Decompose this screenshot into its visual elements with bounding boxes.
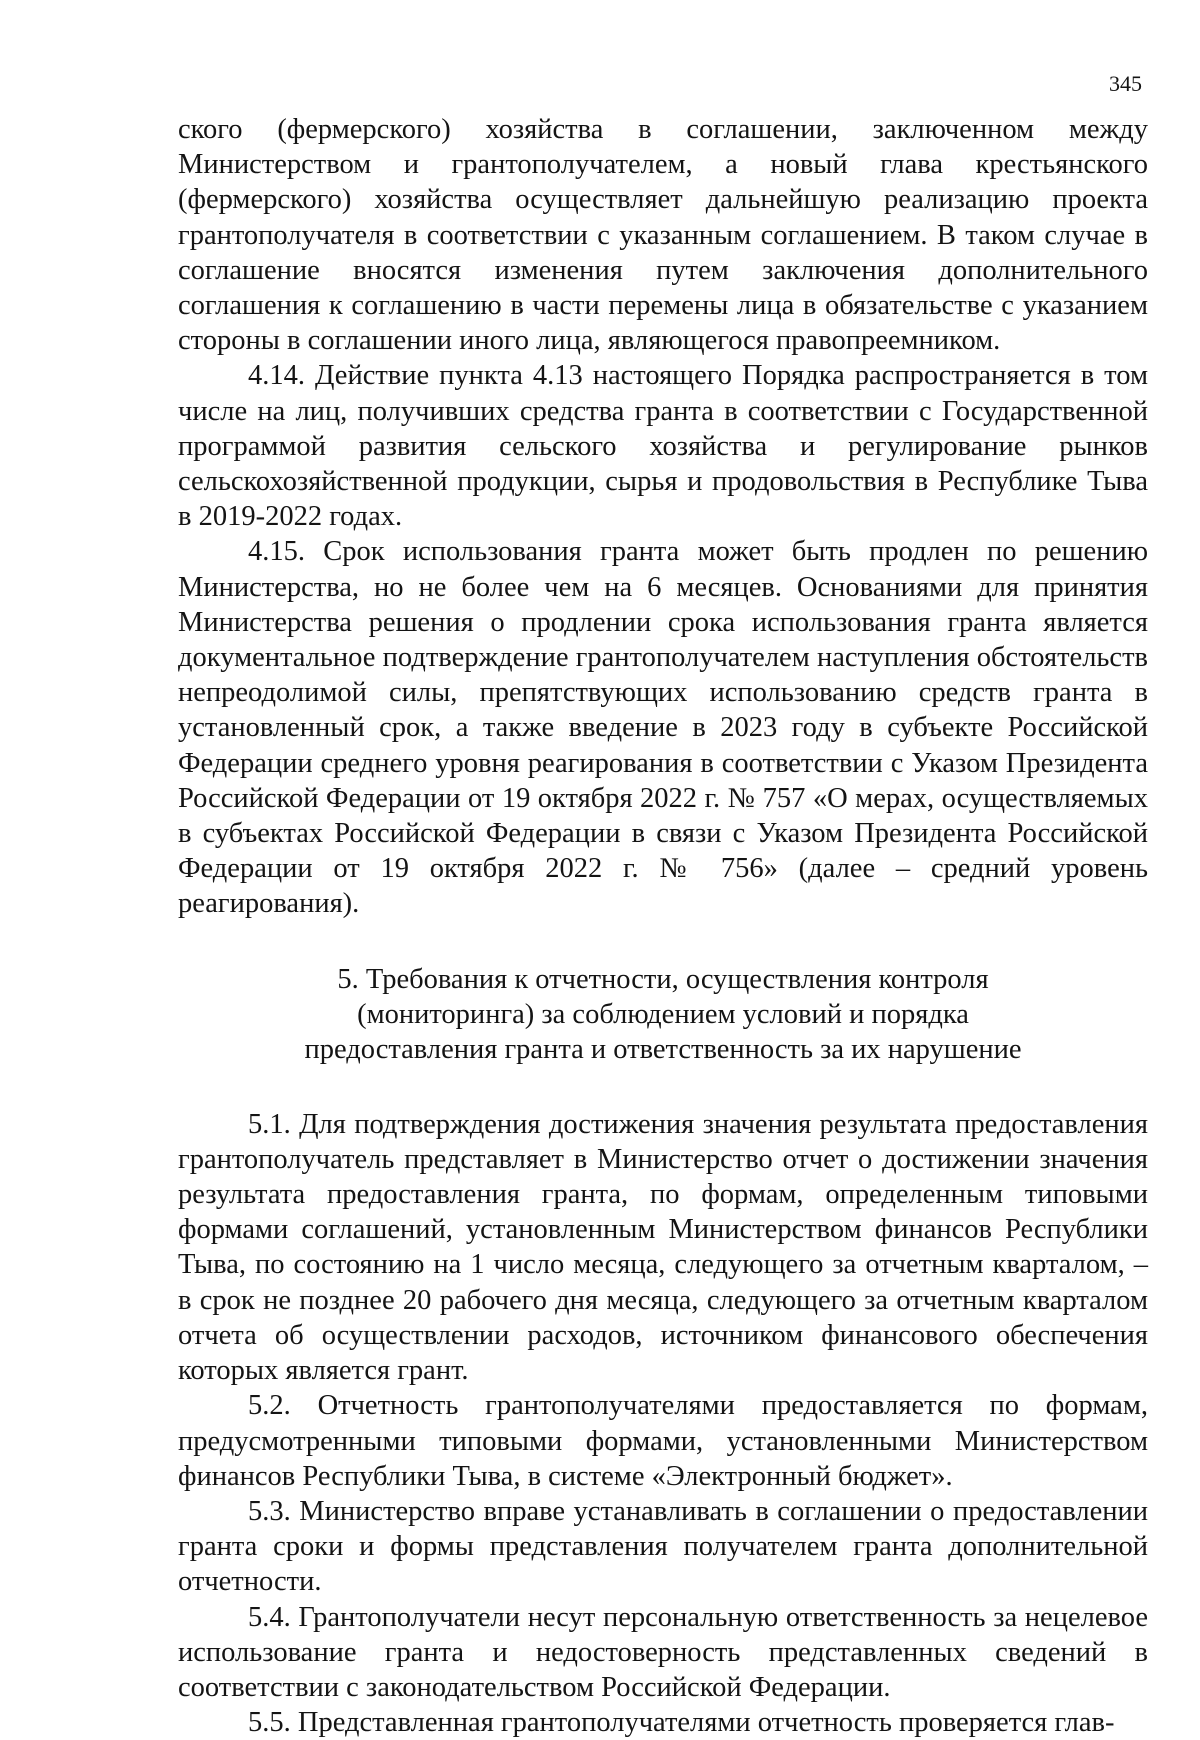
paragraph-5-5: 5.5. Представленная грантополучателями отчетность проверяется глав- bbox=[248, 1707, 1115, 1739]
paragraph-5-2: 5.2. Отчетность грантополучателями предоставляется по формам, предусмотренными типовыми формами, установленными Министерством финансов Республики Тыва, в системе «Электронный бюджет». bbox=[178, 1390, 1148, 1492]
paragraph-4-14: 4.14. Действие пункта 4.13 настоящего Порядка распространяется в том числе на лиц, получивших средства гранта в соответствии с Государственной программой развития сельского хозяйства и регулирование рынков сельскохозяйственной продукции, сырья и продовольствия в Республике Тыва в 2019-2022 годах. bbox=[178, 360, 1148, 533]
paragraph-continuation: ского (фермерского) хозяйства в соглашении, заключенном между Министерством и грантополучателем, а новый глава крестьянского (фермерского) хозяйства осуществляет дальнейшую реализацию проекта грантополучателя в соответствии с указанным соглашением. В таком случае в соглашение вносятся изменения путем заключения дополнительного соглашения к соглашению в части перемены лица в обязательстве с указанием стороны в соглашении иного лица, являющегося правопреемником. bbox=[178, 114, 1148, 357]
paragraph-4-15: 4.15. Срок использования гранта может быть продлен по решению Министерства, но не более чем на 6 месяцев. Основаниями для принятия Министерства решения о продлении срока использования гранта является документальное подтверждение грантополучателем наступления обстоятельств непреодолимой силы, препятствующих использованию средств гранта в установленный срок, а также введение в 2023 году в субъекте Российской Федерации среднего уровня реагирования в соответствии с Указом Президента Российской Федерации от 19 октября 2022 г. № 757 «О мерах, осуществляемых в субъектах Российской Федерации в связи с Указом Президента Российской Федерации от 19 октября 2022 г. № 756» (далее – средний уровень реагирования). bbox=[178, 536, 1148, 920]
paragraph-5-3: 5.3. Министерство вправе устанавливать в соглашении о предоставлении гранта сроки и формы представления получателем гранта дополнительной отчетности. bbox=[178, 1495, 1148, 1598]
section-heading-line-2: (мониторинга) за соблюдением условий и порядка bbox=[357, 998, 969, 1030]
section-heading bbox=[178, 962, 1148, 1067]
paragraphs-bottom bbox=[178, 1107, 1148, 1740]
paragraphs-top bbox=[178, 112, 1148, 922]
document-body bbox=[178, 112, 1148, 1740]
section-heading-line-1: 5. Требования к отчетности, осуществления контроля bbox=[337, 963, 989, 995]
section-heading-line-3: предоставления гранта и ответственность за их нарушение bbox=[304, 1033, 1022, 1065]
paragraph-5-4: 5.4. Грантополучатели несут персональную ответственность за нецелевое использование гранта и недостоверность представленных сведений в соответствии с законодательством Российской Федерации. bbox=[178, 1601, 1148, 1703]
page-number: 345 bbox=[1109, 71, 1142, 96]
paragraph-5-1: 5.1. Для подтверждения достижения значения результата предоставления грантополучатель представляет в Министерство отчет о достижении значения результата предоставления гранта, по формам, определенным типовыми формами соглашений, установленным Министерством финансов Республики Тыва, по состоянию на 1 число месяца, следующего за отчетным кварталом, – в срок не позднее 20 рабочего дня месяца, следующего за отчетным кварталом отчета об осуществлении расходов, источником финансового обеспечения которых является грант. bbox=[178, 1108, 1148, 1387]
